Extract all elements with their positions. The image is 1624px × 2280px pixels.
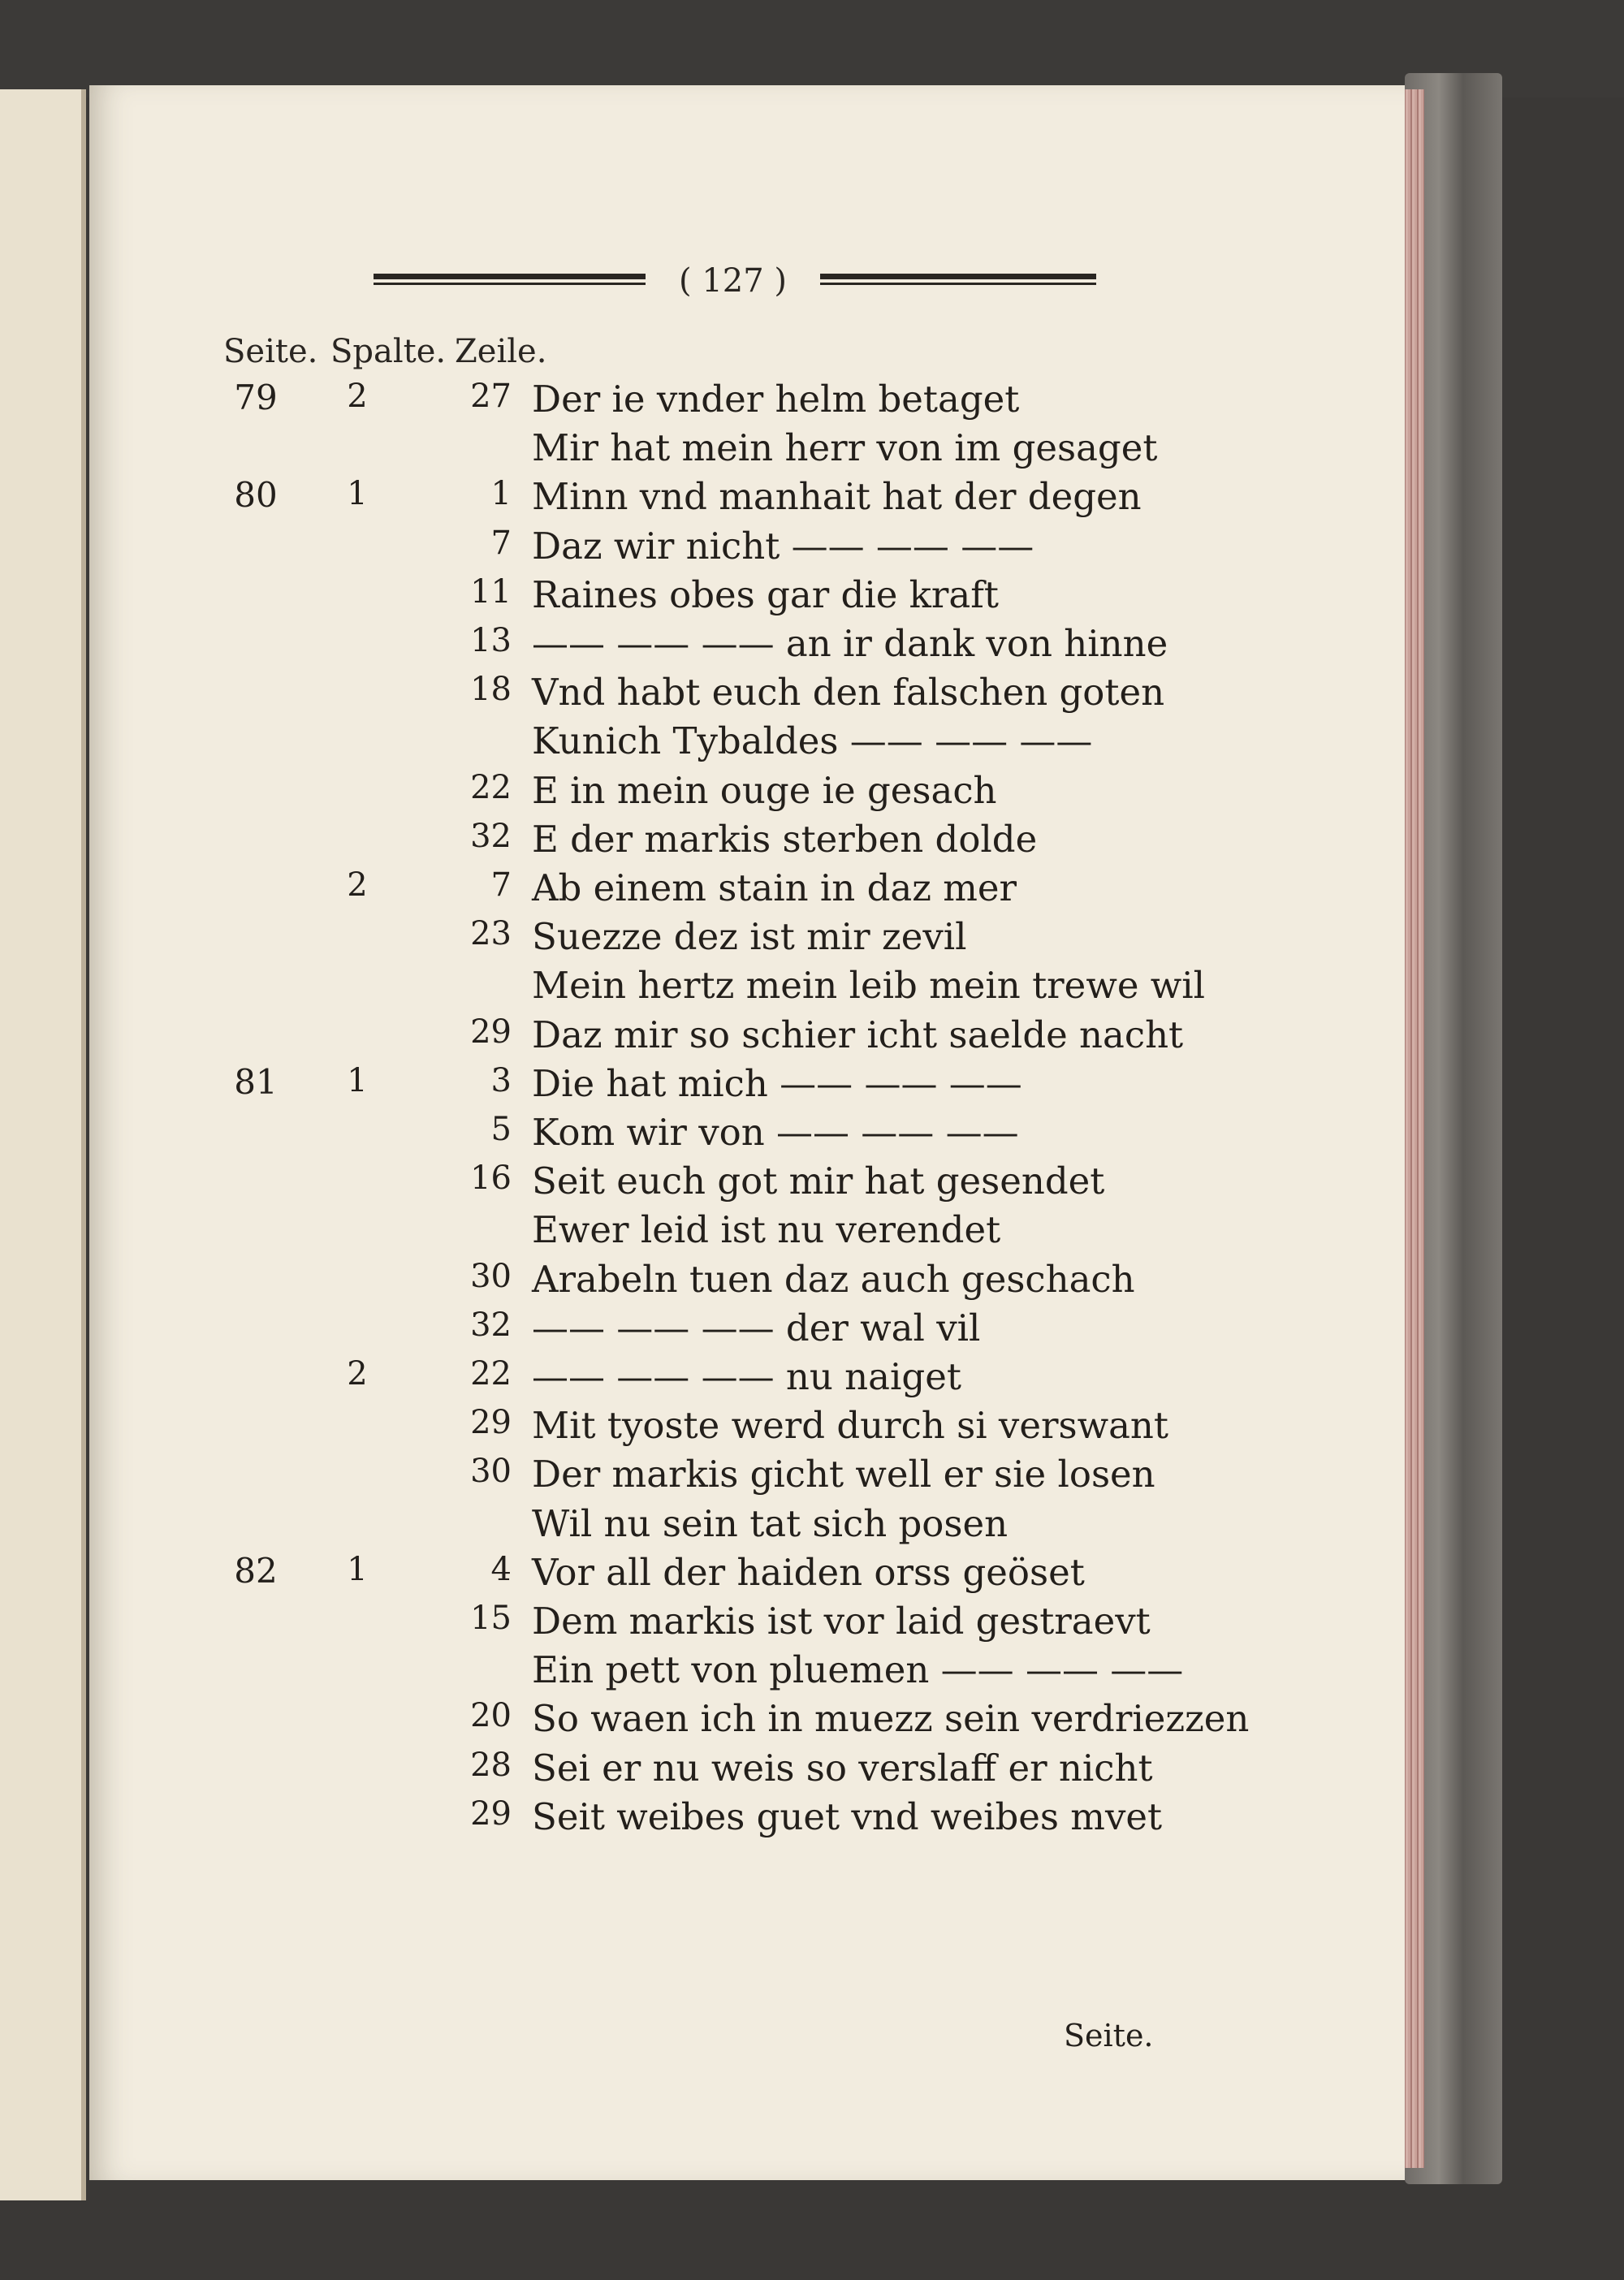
errata-row (89, 1502, 1405, 1551)
errata-text: Ab einem stain in daz mer (532, 866, 1017, 909)
errata-row (89, 866, 1405, 915)
zeile-number: 30 (470, 1257, 512, 1295)
zeile-number: 30 (470, 1453, 512, 1491)
spalte-number: 1 (347, 475, 368, 513)
errata-text: Daz mir so schier icht saelde nacht (532, 1013, 1184, 1056)
errata-row (89, 1258, 1405, 1306)
seite-number: 80 (234, 475, 278, 516)
errata-text: Ewer leid ist nu verendet (532, 1208, 1001, 1252)
column-header-seite: Seite. (223, 333, 318, 370)
seite-number: 81 (234, 1061, 278, 1102)
errata-row (89, 1600, 1405, 1648)
errata-text: Der ie vnder helm betaget (532, 378, 1020, 421)
errata-text: Suezze dez ist mir zevil (532, 915, 967, 959)
errata-text: Seit euch got mir hat gesendet (532, 1159, 1105, 1203)
errata-text: —— —— —— an ir dank von hinne (532, 622, 1168, 665)
errata-row (89, 525, 1405, 573)
zeile-number: 5 (490, 1111, 512, 1148)
errata-row (89, 1159, 1405, 1208)
errata-row (89, 1795, 1405, 1844)
errata-row (89, 1355, 1405, 1404)
zeile-number: 15 (470, 1600, 512, 1637)
errata-text: Vor all der haiden orss geöset (532, 1550, 1085, 1594)
errata-text: Raines obes gar die kraft (532, 572, 1000, 616)
zeile-number: 3 (490, 1061, 512, 1099)
page-header (89, 262, 1405, 321)
errata-text: Die hat mich —— —— —— (532, 1061, 1022, 1105)
errata-text: —— —— —— nu naiget (532, 1355, 961, 1398)
errata-row (89, 426, 1405, 475)
errata-row (89, 1013, 1405, 1062)
seite-number: 79 (234, 378, 278, 417)
errata-row (89, 1208, 1405, 1257)
spalte-number: 1 (347, 1550, 368, 1588)
column-header-spalte: Spalte. (330, 333, 447, 370)
catchword: Seite. (1064, 2018, 1154, 2053)
errata-text: Seit weibes guet vnd weibes mvet (532, 1794, 1163, 1838)
zeile-number: 18 (470, 671, 512, 709)
errata-text: E der markis sterben dolde (532, 817, 1038, 861)
zeile-number: 4 (490, 1550, 512, 1588)
errata-text: Ein pett von pluemen —— —— —— (532, 1648, 1184, 1692)
errata-row (89, 622, 1405, 671)
page-number: ( 127 ) (679, 262, 787, 300)
zeile-number: 20 (470, 1697, 512, 1735)
errata-text: Dem markis ist vor laid gestraevt (532, 1600, 1151, 1643)
errata-row (89, 964, 1405, 1013)
zeile-number: 16 (470, 1159, 512, 1198)
errata-row (89, 1062, 1405, 1111)
errata-text: Vnd habt euch den falschen goten (532, 671, 1165, 715)
errata-row (89, 915, 1405, 964)
errata-text: Wil nu sein tat sich posen (532, 1501, 1009, 1545)
header-rule-right (820, 272, 1096, 290)
zeile-number: 28 (470, 1746, 512, 1784)
errata-row (89, 378, 1405, 426)
errata-row (89, 573, 1405, 622)
errata-text: Minn vnd manhait hat der degen (532, 475, 1142, 519)
zeile-number: 27 (470, 378, 512, 415)
errata-text: —— —— —— der wal vil (532, 1306, 981, 1349)
errata-row (89, 1306, 1405, 1355)
errata-row (89, 1404, 1405, 1453)
errata-text: Arabeln tuen daz auch geschach (532, 1257, 1135, 1301)
zeile-number: 32 (470, 817, 512, 855)
zeile-number: 1 (490, 475, 512, 513)
errata-row (89, 818, 1405, 866)
zeile-number: 29 (470, 1794, 512, 1833)
errata-text: So waen ich in muezz sein verdriezzen (532, 1697, 1250, 1741)
zeile-number: 32 (470, 1306, 512, 1344)
errata-text: Kunich Tybaldes —— —— —— (532, 719, 1093, 763)
errata-text: Mir hat mein herr von im gesaget (532, 426, 1158, 470)
errata-text: Sei er nu weis so verslaff er nicht (532, 1746, 1153, 1790)
errata-text: Mein hertz mein leib mein trewe wil (532, 964, 1206, 1008)
book-page (89, 85, 1405, 2180)
errata-row (89, 1747, 1405, 1795)
errata-row (89, 1551, 1405, 1600)
errata-text: Mit tyoste werd durch si verswant (532, 1404, 1168, 1448)
errata-row (89, 671, 1405, 719)
zeile-number: 7 (490, 866, 512, 904)
spalte-number: 1 (347, 1061, 368, 1099)
zeile-number: 13 (470, 622, 512, 659)
zeile-number: 23 (470, 915, 512, 953)
seite-number: 82 (234, 1550, 278, 1591)
errata-text: Der markis gicht well er sie losen (532, 1453, 1155, 1496)
zeile-number: 29 (470, 1404, 512, 1442)
spalte-number: 2 (347, 378, 368, 415)
column-header-zeile: Zeile. (455, 333, 547, 370)
errata-row (89, 1453, 1405, 1501)
errata-row (89, 1697, 1405, 1746)
scan-background (0, 0, 1624, 97)
errata-row (89, 769, 1405, 818)
zeile-number: 22 (470, 1355, 512, 1393)
header-rule-left (374, 272, 646, 290)
errata-text: E in mein ouge ie gesach (532, 768, 997, 812)
errata-text: Daz wir nicht —— —— —— (532, 524, 1034, 568)
spalte-number: 2 (347, 1355, 368, 1393)
errata-row (89, 1648, 1405, 1697)
zeile-number: 7 (490, 524, 512, 562)
facing-page-edge (0, 89, 86, 2200)
errata-row (89, 1111, 1405, 1159)
errata-row (89, 719, 1405, 768)
zeile-number: 29 (470, 1013, 512, 1051)
zeile-number: 11 (470, 572, 512, 611)
errata-row (89, 475, 1405, 524)
errata-text: Kom wir von —— —— —— (532, 1111, 1019, 1154)
zeile-number: 22 (470, 768, 512, 806)
spalte-number: 2 (347, 866, 368, 904)
